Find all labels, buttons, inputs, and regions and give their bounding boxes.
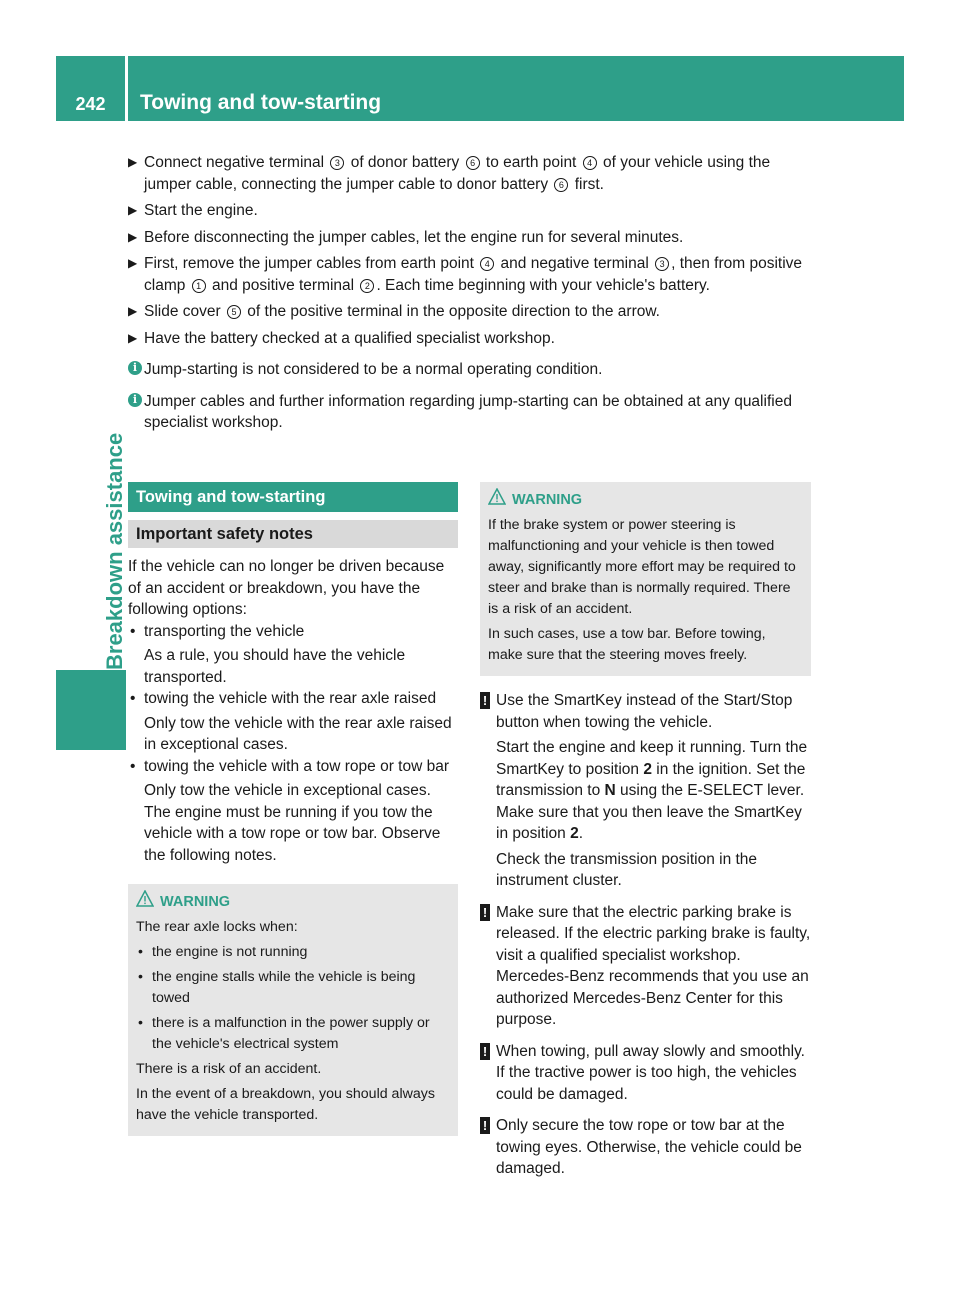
side-tab [56, 670, 126, 750]
callout-number: 3 [655, 257, 669, 271]
list-item: • towing the vehicle with the rear axle raised Only tow the vehicle with the rear axle raised in exceptional cases. [130, 690, 452, 753]
callout-number: 6 [554, 178, 568, 192]
callout-number: 2 [360, 279, 374, 293]
list-item: • towing the vehicle with a tow rope or tow bar Only tow the vehicle in exceptional cases. The engine must be running if you tow the vehicle with a tow rope or tow bar. Observe the following notes. [130, 757, 449, 864]
callout-number: 6 [466, 156, 480, 170]
callout-number: 4 [583, 156, 597, 170]
list-item: • the engine stalls while the vehicle is being towed [138, 969, 416, 1006]
arrow-icon: ▶ [128, 330, 138, 345]
arrow-icon: ▶ [128, 229, 138, 244]
header-separator [125, 56, 128, 121]
step-item: ▶ Slide cover 5 of the positive terminal in the opposite direction to the arrow. [128, 301, 818, 323]
chapter-label: Breakdown assistance [102, 432, 127, 670]
step-item: ▶ Before disconnecting the jumper cables, let the engine run for several minutes. [128, 227, 818, 249]
exclamation-icon: ! [480, 1117, 490, 1134]
info-note: i Jump-starting is not considered to be a normal operating condition. [128, 359, 818, 381]
step-item: ▶ Start the engine. [128, 200, 818, 222]
right-column [480, 482, 811, 1180]
info-note: i Jumper cables and further information regarding jump-starting can be obtained at any qualified specialist workshop. [128, 391, 818, 434]
callout-number: 1 [192, 279, 206, 293]
warning-icon [488, 488, 506, 512]
warning-icon [136, 890, 154, 914]
list-item: • there is a malfunction in the power supply or the vehicle's electrical system [138, 1015, 430, 1052]
caution-note: ! When towing, pull away slowly and smoothly. If the tractive power is too high, the vehicles could be damaged. [480, 1041, 811, 1106]
jump-start-steps [128, 152, 818, 442]
page-number: 242 [75, 94, 106, 114]
exclamation-icon: ! [480, 1043, 490, 1060]
exclamation-icon: ! [480, 692, 490, 709]
caution-note: ! Only secure the tow rope or tow bar at the towing eyes. Otherwise, the vehicle could be damaged. [480, 1115, 811, 1180]
caution-note: ! Make sure that the electric parking brake is released. If the electric parking brake is faulty, visit a qualified specialist workshop. Mercedes-Benz recommends that you use an authorized Mercedes-Benz Center for this purpose. [480, 902, 811, 1031]
bullet-icon: • [138, 969, 143, 985]
section-heading: Towing and tow-starting [128, 482, 458, 512]
caution-note: ! Use the SmartKey instead of the Start/Stop button when towing the vehicle. Start the engine and keep it running. Turn the SmartKey to position 2 in the ignition. Set the transmission to N using the E-SELECT lever. Make sure that you then leave the SmartKey in position 2. Check the transmission position in the instrument cluster. [480, 690, 811, 892]
exclamation-icon: ! [480, 904, 490, 921]
info-icon: i [128, 361, 142, 375]
callout-number: 4 [480, 257, 494, 271]
info-icon: i [128, 393, 142, 407]
warning-title: WARNING [512, 492, 583, 508]
bullet-icon: • [130, 622, 136, 640]
warning-title: WARNING [160, 894, 231, 910]
page-title: Towing and tow-starting [140, 91, 382, 114]
callout-number: 5 [227, 305, 241, 319]
warning-box: WARNING The rear axle locks when: • the engine is not running • the engine stalls while the vehicle is being towed • there is a malfunction in the power supply or the vehicle's electrical system There is a risk of an accident. In the event of a breakdown, you should always have the vehicle transported. [128, 884, 458, 1136]
step-item: ▶ First, remove the jumper cables from earth point 4 and negative terminal 3 , then from positive clamp 1 and positive terminal 2 . Each time beginning with your vehicle's battery. [128, 255, 803, 294]
list-item: • transporting the vehicle As a rule, you should have the vehicle transported. [130, 622, 406, 686]
step-item: ▶ Have the battery checked at a qualified specialist workshop. [128, 328, 818, 350]
arrow-icon: ▶ [128, 203, 138, 217]
step-item: ▶ Connect negative terminal 3 of donor battery 6 to earth point 4 of your vehicle using the jumper cable, connecting the jumper cable to donor battery 6 first. [128, 154, 771, 193]
list-item: • the engine is not running [136, 942, 450, 963]
bullet-icon: • [130, 690, 136, 707]
left-column [128, 482, 458, 1136]
bullet-icon: • [138, 944, 143, 960]
callout-number: 3 [330, 156, 344, 170]
bullet-icon: • [138, 1015, 143, 1031]
subsection-heading: Important safety notes [128, 520, 458, 548]
arrow-icon: ▶ [128, 304, 138, 318]
arrow-icon: ▶ [128, 155, 138, 169]
section-intro: If the vehicle can no longer be driven because of an accident or breakdown, you have the following options: [128, 558, 445, 618]
bullet-icon: • [130, 757, 136, 775]
arrow-icon: ▶ [128, 256, 138, 270]
warning-box: WARNING If the brake system or power steering is malfunctioning and your vehicle is then towed away, significantly more effort may be required to steer and brake than is normally required. There is a risk of an accident. In such cases, use a tow bar. Before towing, make sure that the steering moves freely. [480, 482, 811, 676]
